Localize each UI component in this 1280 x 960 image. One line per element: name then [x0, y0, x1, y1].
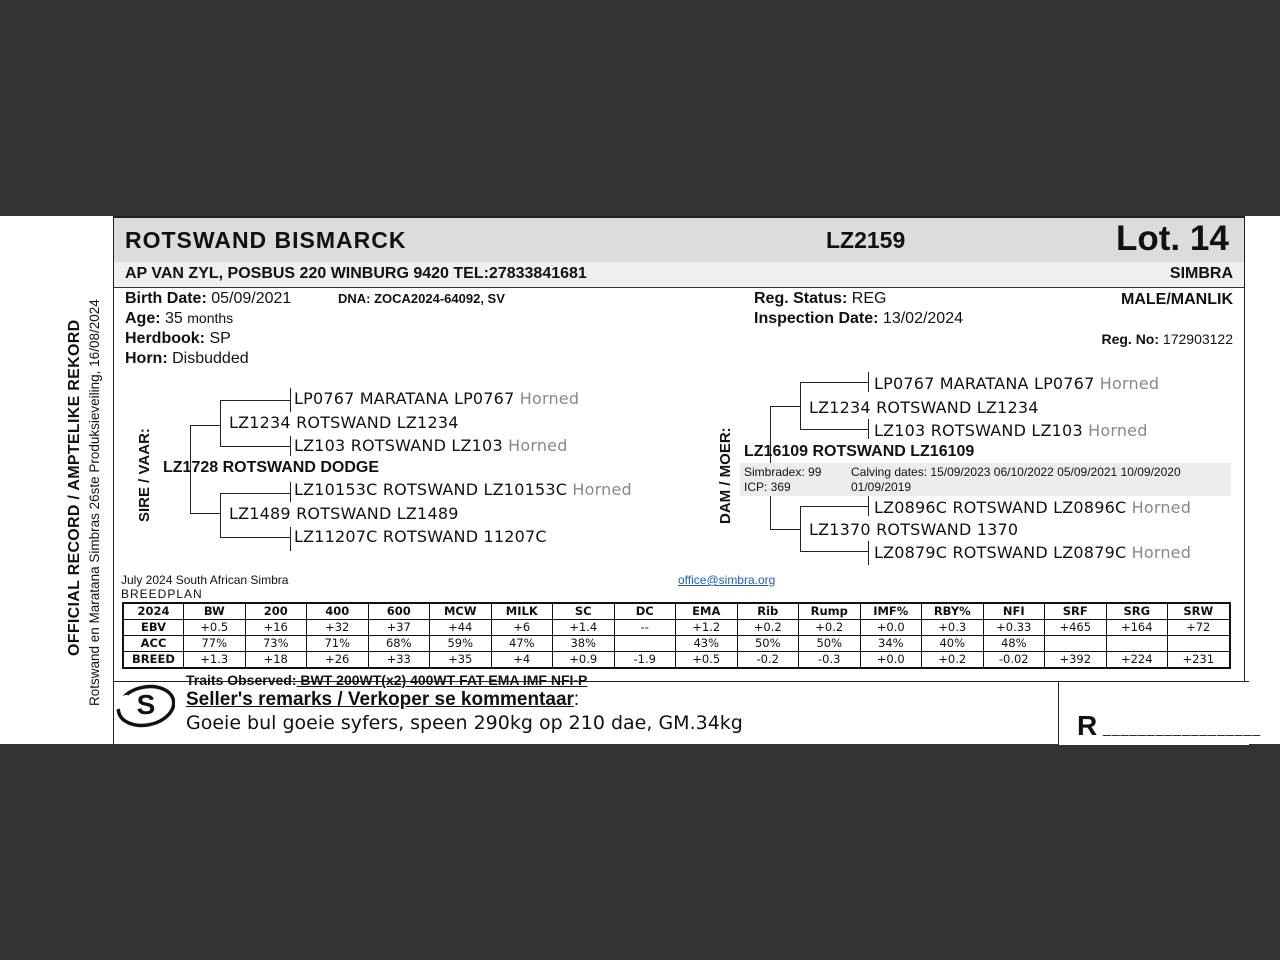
ebv-header-cell: MCW [430, 603, 492, 620]
sd-bracket [220, 493, 221, 537]
ebv-cell: +0.5 [184, 620, 246, 636]
ebv-cell: +231 [1168, 652, 1230, 669]
sale-catalogue-card [0, 216, 1280, 744]
ebv-header-cell: SRF [1045, 603, 1107, 620]
dss-name: LP0767 MARATANA LP0767 [874, 374, 1095, 393]
sss-name: LP0767 MARATANA LP0767 [294, 389, 515, 408]
remarks-heading [186, 689, 579, 711]
dam-sire: LZ1234 ROTSWAND LZ1234 [809, 398, 1039, 417]
ebv-cell: 43% [676, 636, 738, 652]
ebv-cell: +4 [491, 652, 553, 669]
inspection-label: Inspection Date: [754, 310, 879, 327]
traits-label: Traits Observed: [186, 672, 297, 688]
ebv-cell: 50% [737, 636, 799, 652]
ebv-header-cell: Rib [737, 603, 799, 620]
traits-value: BWT 200WT(x2) 400WT FAT EMA IMF NFI-P [296, 672, 588, 688]
ebv-header-cell: 200 [245, 603, 307, 620]
dam-dam-dam [874, 543, 1191, 562]
ebv-cell: +33 [368, 652, 430, 669]
ebv-row-acc [123, 636, 1230, 652]
sdd-tick [290, 527, 291, 551]
reg-status-value: REG [851, 290, 887, 307]
ebv-header-cell: 400 [307, 603, 369, 620]
ebv-cell: +32 [307, 620, 369, 636]
price-box [1058, 681, 1262, 745]
ebv-header-cell: RBY% [922, 603, 984, 620]
sire-name: LZ1728 ROTSWAND DODGE [163, 459, 380, 476]
ebv-header-cell: MILK [491, 603, 553, 620]
ebv-cell: 38% [553, 636, 615, 652]
sd-bracket-bottom [220, 537, 290, 538]
ebv-cell: +0.0 [860, 620, 922, 636]
auction-name: Rotswand en Maratana Simbras 26ste Produksieveiling, 16/08/2024 [87, 299, 102, 706]
logo-letter: S [136, 689, 156, 720]
ebv-cell: +224 [1106, 652, 1168, 669]
ebv-cell [614, 636, 676, 652]
sire-bracket-top [190, 425, 220, 426]
simbradex: Simbradex: 99 [744, 465, 822, 479]
birth-date [125, 290, 291, 308]
ddd-name: LZ0879C ROTSWAND LZ0879C [874, 543, 1127, 562]
dam-label: DAM / MOER: [717, 427, 734, 524]
ddd-tick [868, 541, 869, 565]
ebv-cell: 68% [368, 636, 430, 652]
dam-performance-box [740, 463, 1231, 496]
reg-no [1101, 331, 1233, 347]
inspection-value: 13/02/2024 [882, 310, 963, 327]
ebv-cell [1168, 636, 1230, 652]
ss-bracket-top [220, 400, 290, 401]
sire-sire-sire [294, 389, 579, 408]
sire-dam: LZ1489 ROTSWAND LZ1489 [229, 504, 459, 523]
ss-bracket [220, 400, 221, 446]
ebv-cell: 71% [307, 636, 369, 652]
sire-sire-dam [294, 436, 568, 455]
breedplan-date: July 2024 South African Simbra [121, 573, 289, 587]
ebv-cell: 59% [430, 636, 492, 652]
ebv-cell: +16 [245, 620, 307, 636]
ebv-cell [1045, 636, 1107, 652]
ebv-cell: +164 [1106, 620, 1168, 636]
ebv-header-row [123, 603, 1230, 620]
sire-sire: LZ1234 ROTSWAND LZ1234 [229, 413, 459, 432]
horn [125, 350, 249, 368]
ebv-cell: +26 [307, 652, 369, 669]
ebv-cell: 47% [491, 636, 553, 652]
ebv-cell: +72 [1168, 620, 1230, 636]
sd-bracket-top [220, 493, 290, 494]
ds-bracket-top [800, 382, 868, 383]
breedplan-label: BREEDPLAN [121, 587, 203, 601]
dds-name: LZ0896C ROTSWAND LZ0896C [874, 498, 1127, 517]
horn-value: Disbudded [172, 350, 249, 367]
ebv-header-cell: DC [614, 603, 676, 620]
calving-line2: 01/09/2019 [851, 480, 912, 494]
ebv-cell: +35 [430, 652, 492, 669]
sire-dam-sire [294, 480, 632, 499]
email-link[interactable]: office@simbra.org [678, 573, 776, 587]
ebv-header-cell: 600 [368, 603, 430, 620]
owner-bar [114, 262, 1244, 288]
simbra-logo-icon [115, 680, 175, 730]
breed-name: SIMBRA [1169, 265, 1233, 282]
ebv-header-cell: Rump [799, 603, 861, 620]
reg-status-label: Reg. Status: [754, 290, 848, 307]
herdbook-value: SP [209, 330, 231, 347]
dsd-horn: Horned [1088, 421, 1148, 440]
ebv-cell: +0.2 [922, 652, 984, 669]
calving-dates [851, 465, 1181, 479]
ebv-header-cell: BW [184, 603, 246, 620]
sire-bracket-bottom [190, 513, 220, 514]
calving-line1: 15/09/2023 06/10/2022 05/09/2021 10/09/2020 [930, 465, 1181, 479]
ds-bracket [800, 382, 801, 429]
ebv-cell: +0.2 [799, 620, 861, 636]
ssd-horn: Horned [508, 436, 568, 455]
ssd-tick [290, 436, 291, 456]
reg-status [754, 290, 886, 308]
ebv-cell: -0.02 [983, 652, 1045, 669]
ebv-cell: +44 [430, 620, 492, 636]
remarks-label: Seller's remarks / Verkoper se kommentaar [186, 689, 574, 710]
ebv-header-cell: NFI [983, 603, 1045, 620]
icp: ICP: 369 [744, 480, 791, 494]
ebv-cell: 40% [922, 636, 984, 652]
ebv-cell: 48% [983, 636, 1045, 652]
ebv-header-cell: SRG [1106, 603, 1168, 620]
dd-bracket-top [800, 506, 868, 507]
dam-sire-dam [874, 421, 1148, 440]
herdbook-label: Herdbook: [125, 330, 205, 347]
ebv-cell: +0.3 [922, 620, 984, 636]
ebv-cell: +0.0 [860, 652, 922, 669]
dss-horn: Horned [1099, 374, 1160, 393]
animal-id: LZ2159 [826, 227, 906, 253]
owner-details: AP VAN ZYL, POSBUS 220 WINBURG 9420 TEL:27833841681 [125, 265, 587, 282]
price-currency: R [1077, 710, 1098, 741]
ebv-row-label: ACC [123, 636, 184, 652]
ebv-header-cell: SRW [1168, 603, 1230, 620]
ebv-cell: +1.2 [676, 620, 738, 636]
ebv-cell: +37 [368, 620, 430, 636]
dss-tick [868, 372, 869, 392]
bottom-divider [113, 682, 114, 744]
animal-card [113, 216, 1245, 682]
ebv-cell: -0.3 [799, 652, 861, 669]
lot-number: Lot. 14 [1116, 219, 1229, 258]
age-value: 35 [165, 310, 183, 327]
ebv-cell: +1.3 [184, 652, 246, 669]
ddd-horn: Horned [1131, 543, 1192, 562]
sss-tick [290, 388, 291, 412]
ssd-name: LZ103 ROTSWAND LZ103 [294, 436, 503, 455]
remarks-colon: : [573, 689, 580, 710]
ebv-cell: +18 [245, 652, 307, 669]
ebv-cell: 34% [860, 636, 922, 652]
ebv-header-cell: IMF% [860, 603, 922, 620]
sds-tick [290, 482, 291, 502]
inspection-date [754, 310, 963, 328]
age [125, 310, 233, 328]
sire-dam-dam: LZ11207C ROTSWAND 11207C [294, 527, 547, 546]
ebv-row-label: BREED [123, 652, 184, 669]
reg-no-label: Reg. No: [1101, 331, 1160, 347]
sds-horn: Horned [572, 480, 632, 499]
ebv-row-breed [123, 652, 1230, 669]
sds-name: LZ10153C ROTSWAND LZ10153C [294, 480, 568, 499]
ebv-row-label: EBV [123, 620, 184, 636]
ss-bracket-bottom [220, 446, 290, 447]
herdbook [125, 330, 231, 348]
dna-info: DNA: ZOCA2024-64092, SV [338, 291, 505, 306]
dds-horn: Horned [1131, 498, 1192, 517]
ebv-cell: +0.2 [737, 620, 799, 636]
ebv-cell: -0.2 [737, 652, 799, 669]
calving-label: Calving dates: [851, 465, 928, 479]
price-line[interactable]: __________________ [1103, 720, 1262, 736]
seller-remarks: Goeie bul goeie syfers, speen 290kg op 210 dae, GM.34kg [186, 712, 743, 734]
traits-observed [186, 672, 587, 688]
dd-bracket [800, 506, 801, 551]
birth-date-label: Birth Date: [125, 290, 207, 307]
ebv-header-cell: EMA [676, 603, 738, 620]
dam-bracket-bottom [770, 529, 800, 530]
reg-no-value: 172903122 [1162, 331, 1233, 347]
dam-sire-sire [874, 374, 1159, 393]
sire-label: SIRE / VAAR: [136, 428, 153, 522]
birth-date-value: 05/09/2021 [211, 290, 292, 307]
dsd-tick [868, 419, 869, 439]
dds-tick [868, 496, 869, 516]
horn-label: Horn: [125, 350, 168, 367]
ebv-cell: +1.4 [553, 620, 615, 636]
age-unit: months [187, 310, 234, 326]
ebv-table [122, 602, 1231, 669]
ebv-cell: 73% [245, 636, 307, 652]
title-bar [114, 218, 1244, 263]
dd-bracket-bottom [800, 551, 868, 552]
dam-bracket-lower [770, 496, 771, 530]
dam-bracket-top [770, 406, 800, 407]
dam-dam-sire [874, 498, 1191, 517]
ebv-cell: +0.33 [983, 620, 1045, 636]
sss-horn: Horned [519, 389, 580, 408]
dam-name: LZ16109 ROTSWAND LZ16109 [744, 443, 975, 460]
ebv-cell: +465 [1045, 620, 1107, 636]
animal-name: ROTSWAND BISMARCK [125, 227, 407, 253]
ebv-cell: -1.9 [614, 652, 676, 669]
ebv-cell: 77% [184, 636, 246, 652]
ebv-header-cell: SC [553, 603, 615, 620]
ebv-cell: 50% [799, 636, 861, 652]
dsd-name: LZ103 ROTSWAND LZ103 [874, 421, 1083, 440]
sex: MALE/MANLIK [1121, 291, 1233, 308]
ds-bracket-bottom [800, 429, 868, 430]
ebv-cell: +0.5 [676, 652, 738, 669]
ebv-header-cell: 2024 [123, 603, 184, 620]
ebv-cell: +392 [1045, 652, 1107, 669]
ebv-cell: +0.9 [553, 652, 615, 669]
age-label: Age: [125, 310, 161, 327]
ebv-cell: -- [614, 620, 676, 636]
dam-dam: LZ1370 ROTSWAND 1370 [809, 520, 1019, 539]
ebv-cell: +6 [491, 620, 553, 636]
official-record-label: OFFICIAL RECORD / AMPTELIKE REKORD [66, 319, 83, 656]
ebv-cell [1106, 636, 1168, 652]
side-labels [58, 216, 108, 744]
ebv-row-ebv [123, 620, 1230, 636]
